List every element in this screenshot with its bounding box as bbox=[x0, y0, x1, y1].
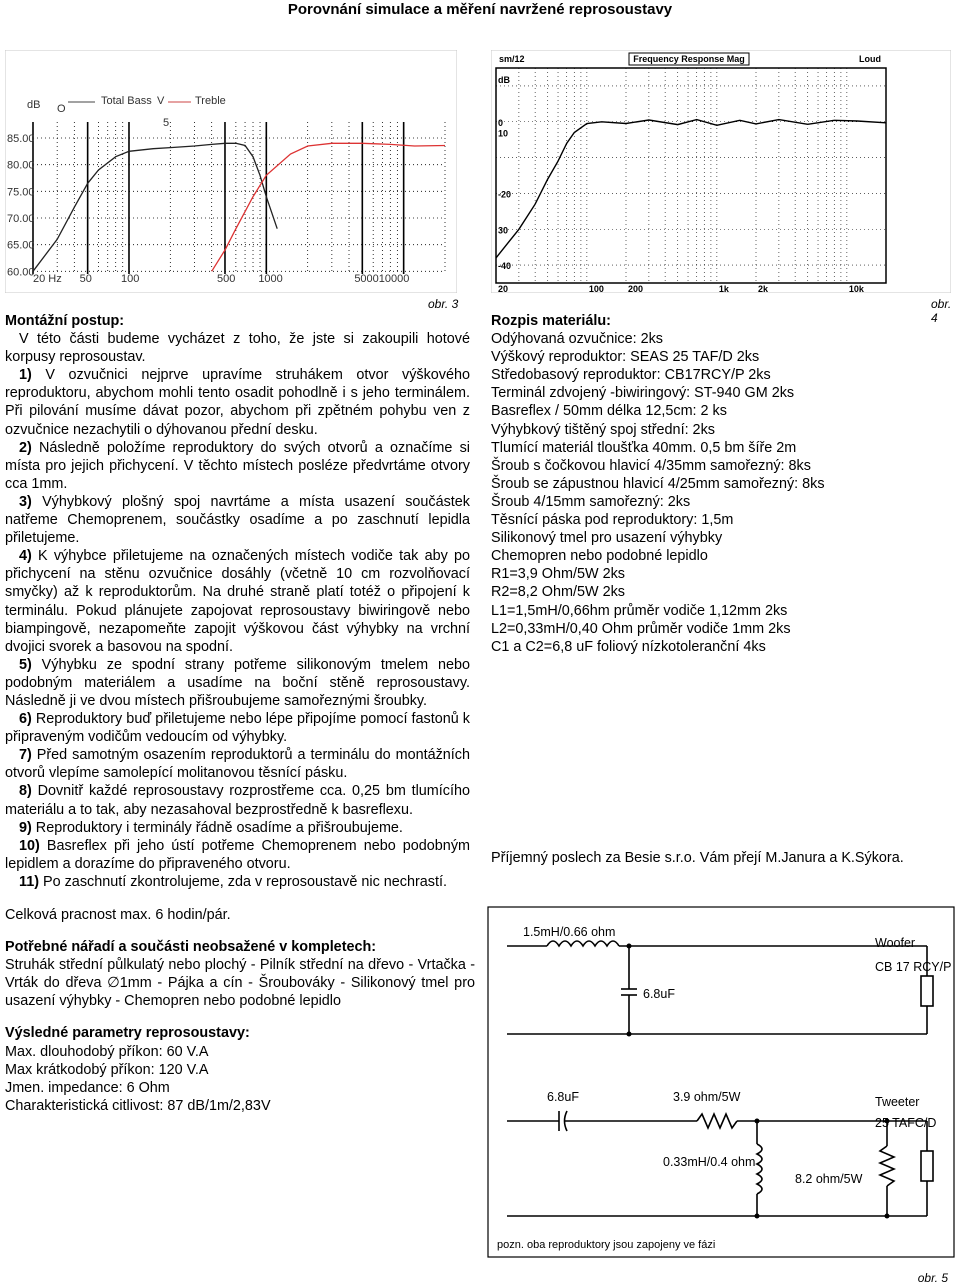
param-item: Max krátkodobý příkon: 120 V.A bbox=[5, 1061, 209, 1078]
material-item: Chemopren nebo podobné lepidlo bbox=[491, 548, 708, 565]
legend-total-bass: Total Bass bbox=[101, 95, 152, 107]
x-tick-label: 10k bbox=[848, 284, 864, 293]
x-tick-label: 500 bbox=[216, 273, 236, 285]
label-woofer-2: CB 17 RCY/P bbox=[875, 960, 952, 974]
step-text: Reproduktory i terminály řádně osadíme a přišroubujeme. bbox=[31, 819, 403, 836]
material-item: Silikonový tmel pro usazení výhybky bbox=[491, 530, 723, 547]
fig4-svg bbox=[491, 50, 951, 293]
legend-v: V bbox=[157, 95, 165, 107]
step-number: 3) bbox=[19, 493, 32, 510]
step-number: 11) bbox=[19, 873, 40, 890]
material-item: Výškový reproduktor: SEAS 25 TAF/D 2ks bbox=[491, 349, 760, 366]
schematic-note: pozn. oba reproduktory jsou zapojeny ve fázi bbox=[497, 1239, 716, 1251]
assembly-heading: Montážní postup: bbox=[5, 313, 125, 329]
x-tick-label: 200 bbox=[628, 284, 644, 293]
assembly-step bbox=[5, 873, 470, 891]
y-tick-label: 60.00 bbox=[7, 266, 35, 279]
fig4-corner-right: Loud bbox=[859, 54, 881, 64]
material-item: C1 a C2=6,8 uF foliový nízkotoleranční 4ks bbox=[491, 638, 766, 655]
param-item: Max. dlouhodobý příkon: 60 V.A bbox=[5, 1043, 209, 1060]
materials-heading: Rozpis materiálu: bbox=[491, 313, 611, 329]
step-number: 1) bbox=[19, 367, 32, 384]
assembly-section bbox=[5, 312, 470, 891]
material-item: Těsnící páska pod reproduktory: 1,5m bbox=[491, 512, 734, 529]
step-number: 10) bbox=[19, 837, 40, 854]
y-tick-label: 10 bbox=[498, 128, 509, 139]
y-tick-label: 85.00 bbox=[7, 133, 35, 145]
woofer-symbol bbox=[921, 976, 933, 1006]
label-tweeter-1: Tweeter bbox=[875, 1095, 920, 1109]
assembly-steps bbox=[5, 366, 470, 891]
step-text: K výhybce přiletujeme na označených místech vodiče tak aby po přichycení na stěnu ozvučnice dosáhly (včetně 10 cm rozvolňovací smyčky) až k reproduktorům. Na druhé straně platí totéž o připojení k terminálu. Pokud plánujete zapojovat reprosoustavy biwiringově nebo biampingově, nezapomeňte zapojit výškovou část výhybky na vrchní dvojici svorek a basovou na spodní. bbox=[5, 548, 470, 655]
step-text: Výhybkový plošný spoj navrtáme a místa usazení součástek natřeme Chemoprenem, součástky osadíme a po zaschnutí lepidla přiletujeme. bbox=[5, 493, 470, 547]
step-text: Po zaschnutí zkontrolujeme, zda v reprosoustavě nic nechrastí. bbox=[39, 873, 447, 890]
legend-db: dB bbox=[27, 99, 41, 111]
step-text: Dovnitř každé reprosoustavy rozprostřeme cca. 0,25 bm tlumícího materiálu a to tak, aby nezasahoval bezprostředně k basreflexu. bbox=[5, 783, 470, 818]
y-tick-label: dB bbox=[498, 74, 510, 85]
tools-text-a: Struhák střední půlkulatý nebo plochý - Pilník střední na dřevo - Vrtačka - Vrták do dřeva bbox=[5, 957, 475, 992]
step-number: 2) bbox=[19, 439, 32, 456]
material-item: Středobasový reproduktor: CB17RCY/P 2ks bbox=[491, 367, 771, 384]
material-item: R2=8,2 Ohm/5W 2ks bbox=[491, 584, 625, 601]
assembly-step bbox=[5, 837, 470, 873]
param-item: Charakteristická citlivost: 87 dB/1m/2,83V bbox=[5, 1097, 271, 1114]
step-number: 6) bbox=[19, 711, 32, 728]
assembly-step bbox=[5, 366, 470, 438]
x-tick-label: 20 Hz bbox=[33, 273, 62, 285]
fig3-label: obr. 3 bbox=[428, 297, 459, 311]
materials-list bbox=[491, 330, 951, 656]
y-tick-label: 0 bbox=[498, 117, 504, 128]
material-item: Odýhovaná ozvučnice: 2ks bbox=[491, 331, 663, 348]
step-text: Před samotným osazením reproduktorů a terminálu do montážních otvorů vlepíme samolepící molitanovou těsnící pásku. bbox=[5, 747, 470, 782]
tools-text bbox=[5, 956, 475, 1010]
junction-dot bbox=[755, 1119, 760, 1124]
legend-treble: Treble bbox=[195, 95, 226, 107]
label-c-shunt: 6.8uF bbox=[643, 987, 675, 1001]
x-tick-label: 1000 bbox=[258, 273, 283, 285]
work-estimate: Celková pracnost max. 6 hodin/pár. bbox=[5, 907, 231, 923]
step-number: 9) bbox=[19, 819, 32, 836]
material-item: Výhybkový tištěný spoj střední: 2ks bbox=[491, 421, 715, 438]
x-tick-label: 2k bbox=[758, 284, 769, 293]
label-c-series: 6.8uF bbox=[547, 1090, 579, 1104]
y-tick-label: 70.00 bbox=[7, 213, 35, 225]
x-tick-label: 1k bbox=[718, 284, 729, 293]
material-item: Šroub se zápustnou hlavicí 4/25mm samořezný: 8ks bbox=[491, 475, 825, 492]
step-text: Reproduktory buď přiletujeme nebo lépe připojíme pomocí fastonů k připraveným vodičům vedoucím od výhybky. bbox=[5, 711, 470, 746]
y-tick-label: 65.00 bbox=[7, 239, 35, 252]
step-text: Následně položíme reproduktory do svých otvorů a označíme si místa pro jejich přichycení. V těchto místech posléze předvrtáme otvory cca 1mm. bbox=[5, 439, 470, 492]
fig4-label: obr. 4 bbox=[931, 297, 952, 325]
step-text: Basreflex při jeho ústí potřeme Chemoprenem nebo podobným lepidlem a dorazíme do připraveného otvoru. bbox=[5, 837, 470, 872]
y-tick-label: 30 bbox=[498, 225, 509, 236]
assembly-step bbox=[5, 819, 470, 837]
spacer bbox=[5, 924, 475, 938]
diameter-symbol: ∅ bbox=[107, 975, 120, 992]
junction-dot bbox=[755, 1214, 760, 1219]
fig3-frame bbox=[5, 50, 457, 293]
assembly-step bbox=[5, 782, 470, 818]
fig4-title: Frequency Response Mag bbox=[633, 54, 745, 64]
assembly-step bbox=[5, 547, 470, 656]
junction-dot bbox=[627, 1032, 632, 1037]
step-number: 8) bbox=[19, 783, 32, 800]
y-tick-label: -20 bbox=[498, 189, 512, 200]
x-tick-label: 20 bbox=[498, 284, 509, 293]
step-number: 4) bbox=[19, 548, 32, 565]
tools-heading: Potřebné nářadí a součásti neobsažené v kompletech: bbox=[5, 939, 377, 956]
junction-dot bbox=[885, 1214, 890, 1219]
fig4-measured-chart bbox=[491, 50, 951, 293]
junction-dot bbox=[627, 944, 632, 949]
x-tick-label: 100 bbox=[120, 273, 140, 285]
params-heading: Výsledné parametry reprosoustavy: bbox=[5, 1025, 250, 1042]
param-item: Jmen. impedance: 6 Ohm bbox=[5, 1079, 170, 1096]
material-item: Šroub 4/15mm samořezný: 2ks bbox=[491, 493, 691, 510]
page-title: Porovnání simulace a měření navržené reprosoustavy bbox=[287, 1, 673, 18]
y-tick-label: -40 bbox=[498, 261, 512, 272]
assembly-step bbox=[5, 493, 470, 547]
schematic-svg bbox=[487, 906, 955, 1258]
fig4-frame bbox=[491, 50, 951, 293]
label-l1: 1.5mH/0.66 ohm bbox=[523, 925, 616, 939]
step-number: 7) bbox=[19, 747, 32, 764]
material-item: Tlumící materiál tloušťka 40mm. 0,5 bm šíře 2m bbox=[491, 439, 797, 456]
fig4-corner-left: sm/12 bbox=[499, 54, 525, 64]
page-number: obr. 5 bbox=[917, 1271, 948, 1285]
material-item: L1=1,5mH/0,66hm průměr vodiče 1,12mm 2ks bbox=[491, 602, 788, 619]
label-r2: 8.2 ohm/5W bbox=[795, 1172, 863, 1186]
label-woofer-1: Woofer bbox=[875, 936, 916, 950]
fig3-svg bbox=[5, 50, 457, 293]
closing-note: Příjemný poslech za Besie s.r.o. Vám přejí M.Janura a K.Sýkora. bbox=[491, 850, 904, 866]
spacer bbox=[5, 1010, 475, 1024]
material-item: Terminál zdvojený -biwiringový: ST-940 GM 2ks bbox=[491, 385, 795, 402]
assembly-step bbox=[5, 656, 470, 710]
label-tweeter-2: 25 TAFC/D bbox=[875, 1116, 937, 1130]
tools-text-b: 1mm - Pájka a cín - Šroubováky - Silikonový tmel pro usazení výhybky - Chemopren nebo podobné lepidlo bbox=[5, 975, 475, 1010]
step-text: V ozvučnici nejprve upravíme struhákem otvor výškového reproduktoru, abychom mohli tento osadit pohodlně i s jeho terminálem. Při pilování musíme dávat pozor, abychom při zpětném pohybu ven z ozvučnice nezachytili o dýhovanou přední desku. bbox=[5, 367, 470, 438]
fig3-simulation-chart bbox=[5, 50, 457, 293]
label-l2: 0.33mH/0.4 ohm bbox=[663, 1155, 756, 1169]
assembly-step bbox=[5, 710, 470, 746]
x-tick-label: 100 bbox=[588, 284, 604, 293]
lower-left-section bbox=[5, 906, 475, 1115]
step-number: 5) bbox=[19, 656, 32, 673]
y-tick-label: 75.00 bbox=[7, 186, 35, 199]
crossover-schematic bbox=[487, 906, 955, 1258]
assembly-step bbox=[5, 439, 470, 493]
step-text: Výhybku ze spodní strany potřeme silikonovým tmelem nebo podobným materiálem a usadíme na boční stěně reprosoustavy. Následně ji ve dvou místech přišroubujeme samořeznými šroubky. bbox=[5, 656, 470, 709]
assembly-intro: V této části budeme vycházet z toho, že jste si zakoupili hotové korpusy reprosoustav. bbox=[5, 331, 470, 366]
material-item: R1=3,9 Ohm/5W 2ks bbox=[491, 566, 625, 583]
material-item: Šroub s čočkovou hlavicí 4/35mm samořezný: 8ks bbox=[491, 457, 811, 474]
y-tick-label: 80.00 bbox=[7, 159, 35, 172]
tweeter-symbol bbox=[921, 1151, 933, 1181]
materials-section bbox=[491, 312, 951, 656]
assembly-step bbox=[5, 746, 470, 782]
x-tick-label: 50 bbox=[79, 273, 92, 285]
material-item: Basreflex / 50mm délka 12,5cm: 2 ks bbox=[491, 403, 727, 420]
legend-5: 5 bbox=[163, 117, 170, 129]
label-r1: 3.9 ohm/5W bbox=[673, 1090, 741, 1104]
legend-o: O bbox=[57, 103, 66, 115]
material-item: L2=0,33mH/0,40 Ohm průměr vodiče 1mm 2ks bbox=[491, 620, 791, 637]
x-tick-label: 500010000 bbox=[354, 273, 410, 285]
